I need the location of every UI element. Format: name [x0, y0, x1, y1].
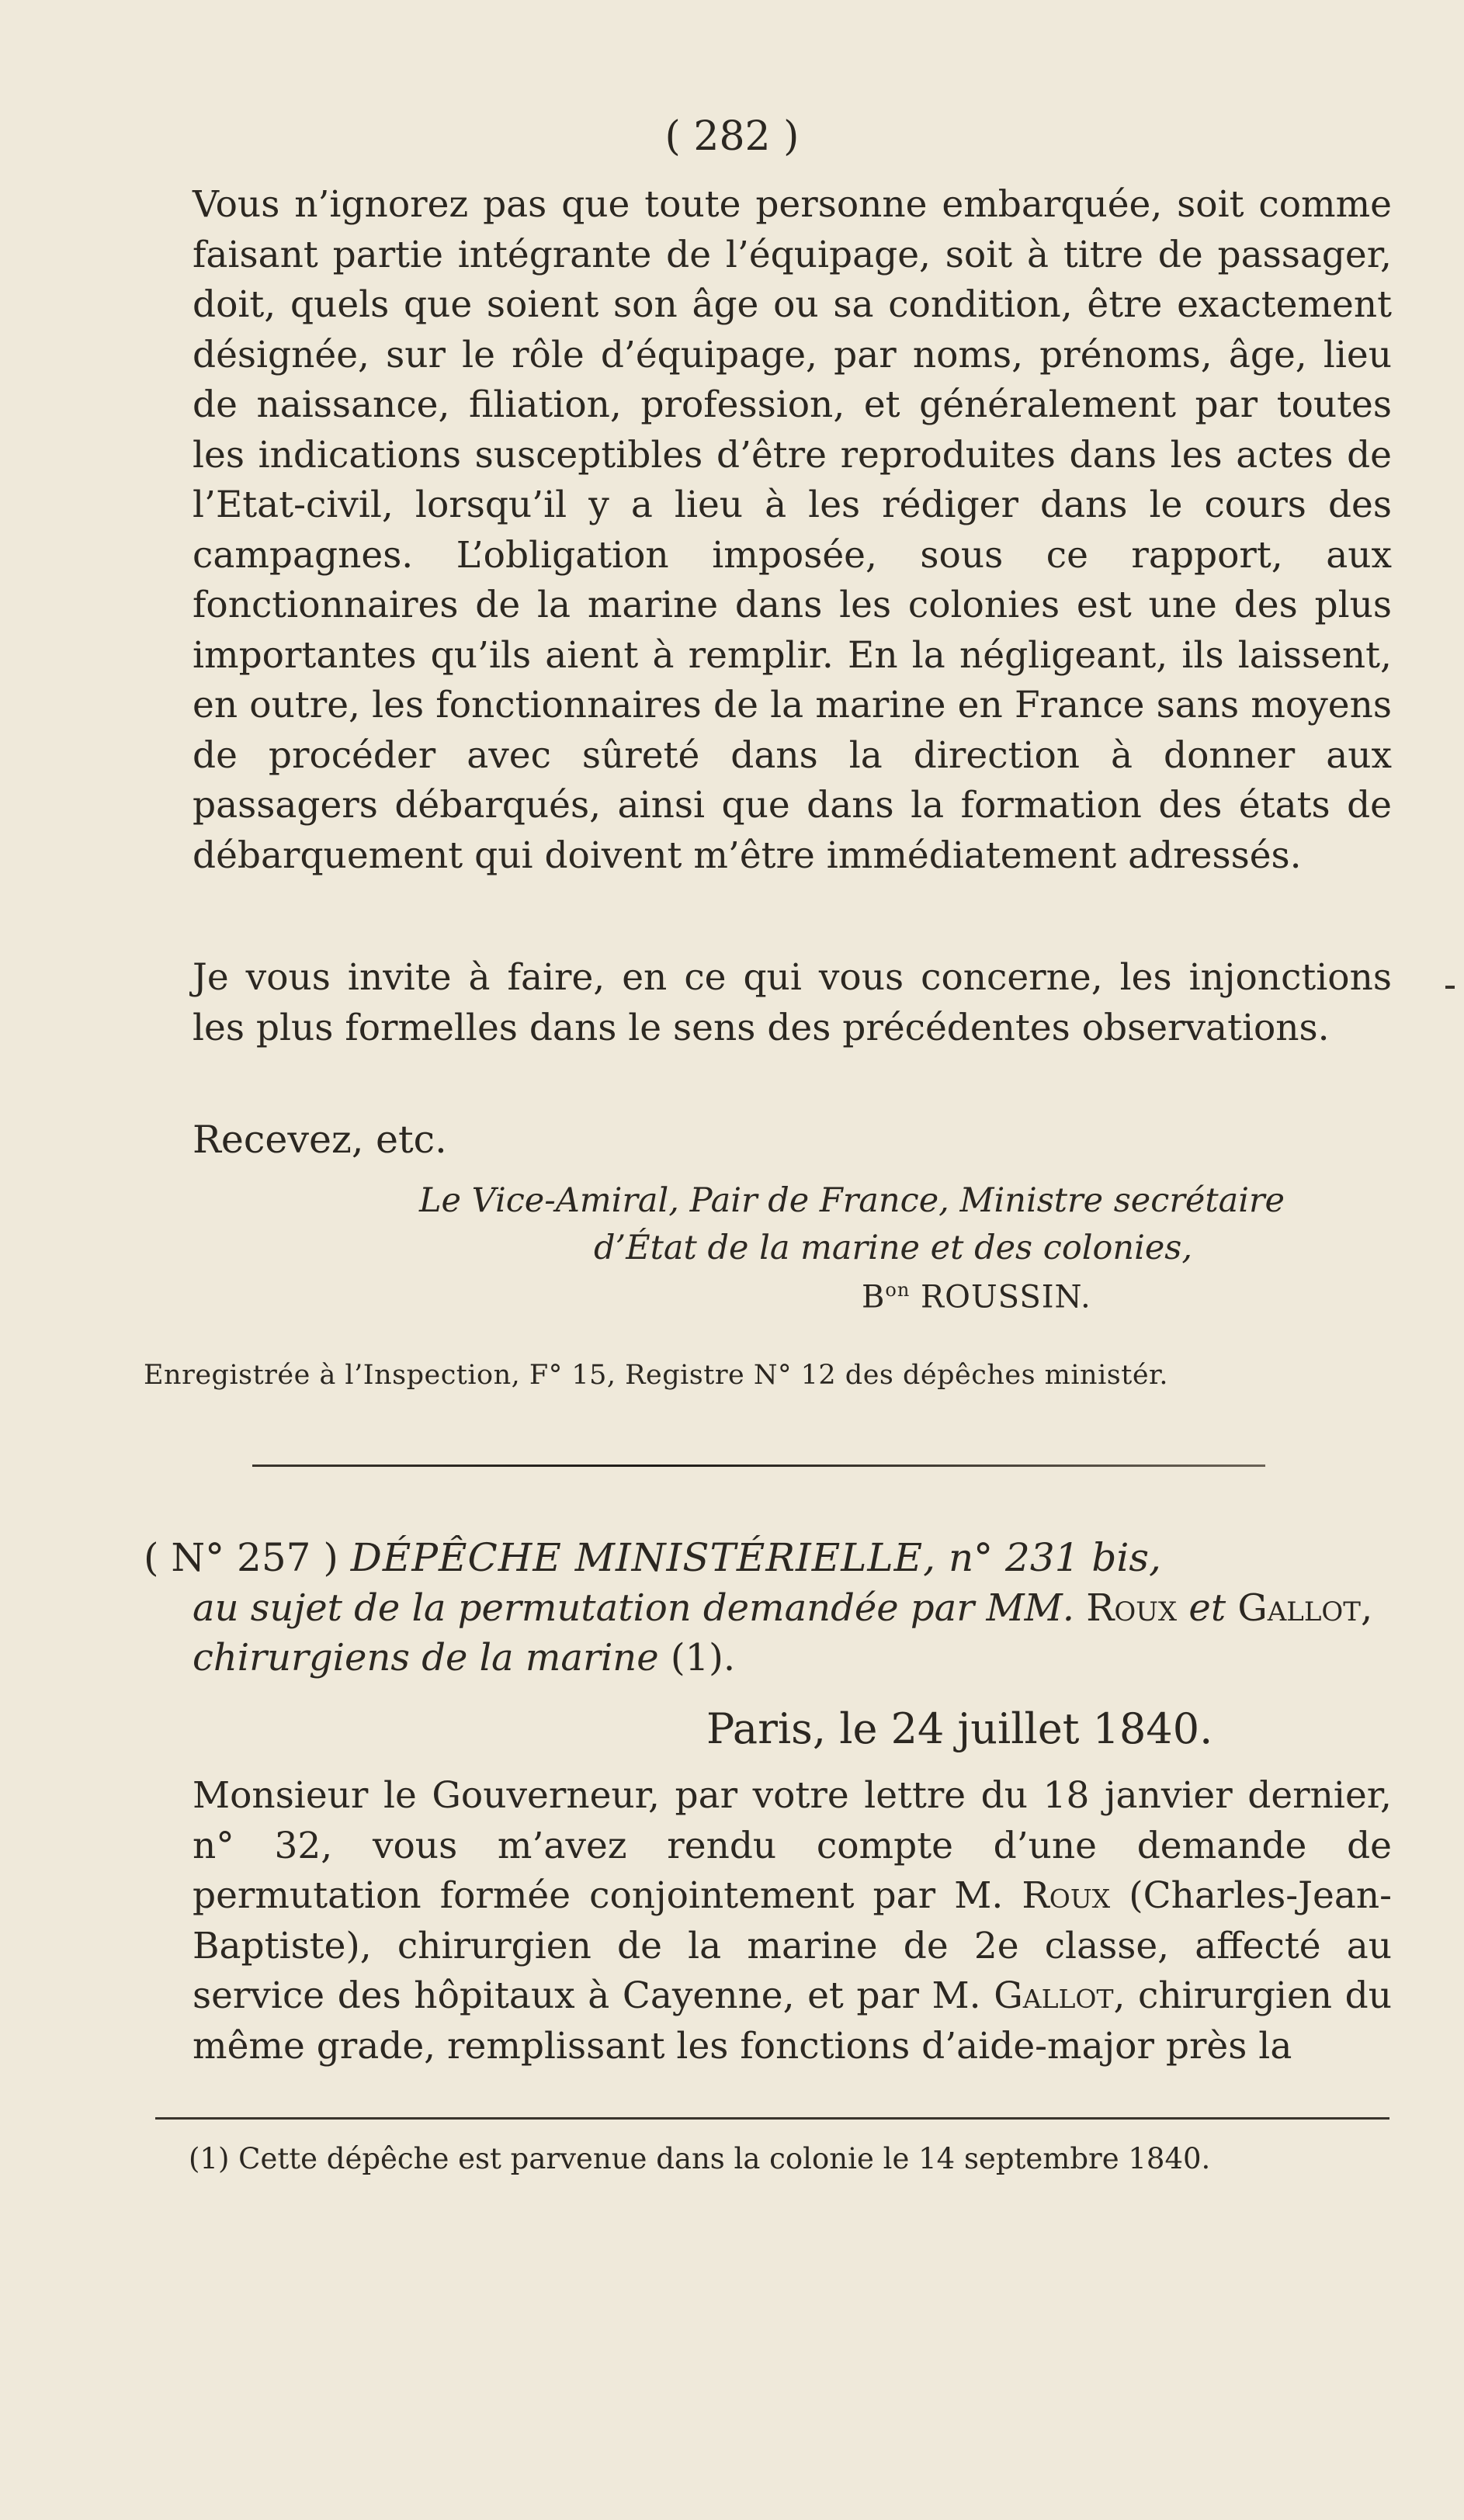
dispatch-et: et	[1188, 1586, 1226, 1630]
dispatch-name-gallot: Gallot,	[1237, 1586, 1373, 1630]
signature-name-text: ROUSSIN.	[910, 1279, 1091, 1315]
dispatch-name-roux: Roux	[1086, 1586, 1178, 1630]
paragraph-part: (Charles-Jean-Baptiste), chirurgien de la marine de 2e classe, affecté au service des hôpitaux à Cayenne, et par M.	[193, 1874, 1392, 2017]
dispatch-number: ( N° 257 )	[144, 1535, 338, 1580]
dispatch-title: DÉPÊCHE MINISTÉRIELLE,	[350, 1535, 937, 1580]
dispatch-subject-end: chirurgiens de la marine	[193, 1636, 659, 1679]
paragraph-passengers	[193, 180, 1392, 881]
dispatch-subject	[193, 1583, 1403, 1683]
footnote-rule	[155, 2117, 1389, 2120]
signature-name	[862, 1279, 1091, 1315]
paragraph-part: , chirurgien du même grade, remplissant les fonctions d’aide-major près la	[193, 1974, 1392, 2068]
signature-name-prefix: B	[862, 1279, 886, 1315]
registration-note: Enregistrée à l’Inspection, F° 15, Registre N° 12 des dépêches ministér.	[144, 1360, 1169, 1391]
signature-title-line2: d’État de la marine et des colonies,	[594, 1229, 1193, 1267]
name-gallot: Gallot	[994, 1974, 1114, 2017]
signature-name-superscript: on	[885, 1279, 911, 1301]
footnote-reference: (1).	[670, 1636, 736, 1679]
paragraph-part: Monsieur le Gouverneur, par votre lettre du 18 janvier dernier, n° 32, vous m’avez rendu compte d’une demande de permutation formée conjointement par M.	[193, 1774, 1392, 1917]
paragraph-injunctions	[193, 953, 1392, 1053]
date-line: Paris, le 24 juillet 1840.	[706, 1704, 1213, 1753]
signature-title-line1: Le Vice-Amiral, Pair de France, Ministre secrétaire	[419, 1181, 1285, 1220]
page-number: ( 282 )	[664, 113, 800, 160]
paragraph-governor	[193, 1771, 1392, 2071]
name-roux: Roux	[1022, 1874, 1111, 1917]
dispatch-reference: n° 231 bis,	[948, 1535, 1161, 1580]
section-divider	[252, 1465, 1265, 1467]
footnote: (1) Cette dépêche est parvenue dans la colonie le 14 septembre 1840.	[189, 2142, 1211, 2175]
paragraph-text: Vous n’ignorez pas que toute personne embarquée, soit comme faisant partie intégrante de l’équipage, soit à titre de passager, doit, quels que soient son âge ou sa condition, être exactement désignée, sur le rôle d’équipage, par noms, prénoms, âge, lieu de naissance, filiation, profession, et généralement par toutes les indications susceptibles d’être reproduites dans les actes de l’Etat-civil, lorsqu’il y a lieu à les rédiger dans le cours des campagnes. L’obligation imposée, sous ce rapport, aux fonctionnaires de la marine dans les colonies est une des plus importantes qu’ils aient à remplir. En la négligeant, ils laissent, en outre, les fonctionnaires de la marine en France sans moyens de procéder avec sûreté dans la direction à donner aux passagers débarqués, ainsi que dans la formation des états de débarquement qui doivent m’être immédiatement adressés.	[193, 183, 1392, 877]
margin-mark	[1445, 986, 1455, 989]
paragraph-text	[193, 1771, 1392, 2071]
paragraph-text: Je vous invite à faire, en ce qui vous concerne, les injonctions les plus formelles dans le sens des précédentes observations.	[193, 956, 1392, 1049]
closing-formula: Recevez, etc.	[193, 1118, 447, 1162]
dispatch-subject-start: au sujet de la permutation demandée par MM.	[193, 1586, 1074, 1630]
dispatch-heading	[144, 1533, 1389, 1582]
